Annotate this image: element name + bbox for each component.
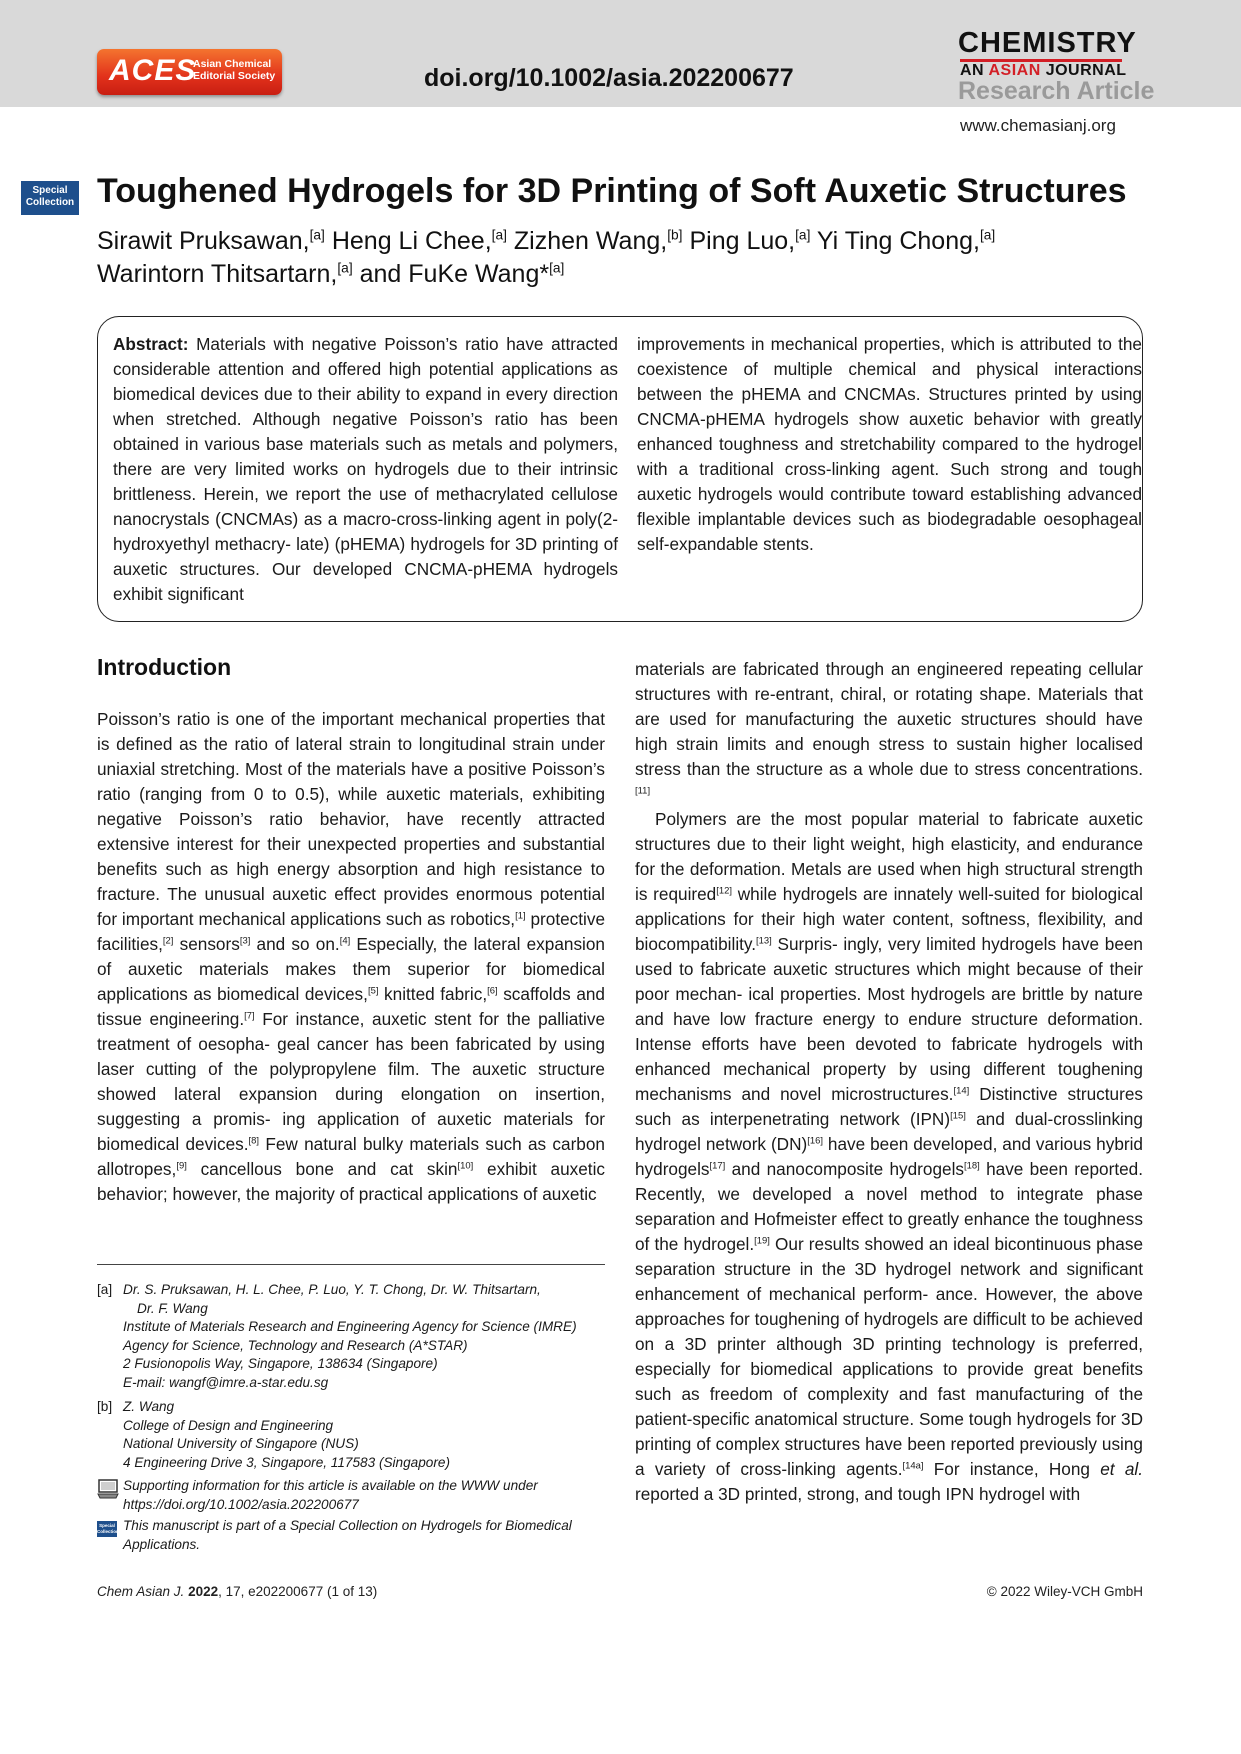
author-affiliation-marker: [b] — [667, 227, 683, 243]
special-collection-note — [97, 1517, 607, 1554]
special-collection-icon: Special Collection — [97, 1521, 117, 1537]
abstract-column-1 — [113, 332, 618, 607]
citation-marker[interactable]: [2] — [162, 935, 174, 947]
supporting-info-text[interactable]: Supporting information for this article is available on the WWW under https://doi.org/10.1002/asia.202200677 — [123, 1478, 538, 1512]
special-collection-badge[interactable]: Special Collection — [21, 181, 79, 215]
author-name: Heng Li Chee, — [331, 227, 492, 255]
article-title: Toughened Hydrogels for 3D Printing of Soft Auxetic Structures — [97, 172, 1127, 210]
author-affiliation-marker: [a] — [979, 227, 996, 243]
aces-logo-text: ACES — [109, 54, 197, 87]
intro-paragraph-2: materials are fabricated through an engineered repeating cellular structures with re-entrant, chiral, or rotating shape. Materials that are used for manufacturing the auxetic structures should have high strain limits and enough stress to sustain higher localised stress than the structure as a whole due to stress concentrations.[11] — [635, 659, 1143, 797]
author-affiliation-marker: [a] — [549, 260, 565, 276]
citation-marker[interactable]: [11] — [635, 785, 651, 797]
citation-marker[interactable]: [9] — [176, 1160, 187, 1172]
author-name: Zizhen Wang, — [513, 227, 668, 255]
footer-citation: Chem Asian J. 2022, 17, e202200677 (1 of 13) — [97, 1584, 378, 1599]
footnote-rule — [97, 1264, 605, 1265]
body-column-right — [635, 657, 1143, 1507]
affiliation-a-line: Institute of Materials Research and Engineering Agency for Science (IMRE) — [123, 1319, 577, 1334]
abstract-label: Abstract: — [113, 334, 189, 354]
affiliation-b-line: 4 Engineering Drive 3, Singapore, 117583 (Singapore) — [123, 1454, 450, 1470]
affiliation-a-line: Dr. F. Wang — [137, 1300, 208, 1316]
citation-marker[interactable]: [19] — [754, 1235, 770, 1247]
affiliation-a-line: Agency for Science, Technology and Research (A*STAR) — [123, 1337, 468, 1353]
author-name: Sirawit Pruksawan, — [97, 227, 310, 255]
journal-name: CHEMISTRY — [958, 27, 1137, 59]
author-name: Ping Luo, — [689, 227, 796, 255]
citation-marker[interactable]: [15] — [950, 1110, 966, 1122]
author-affiliation-marker: [a] — [309, 227, 325, 243]
affiliation-a-line: Dr. S. Pruksawan, H. L. Chee, P. Luo, Y. T. Chong, Dr. W. Thitsartarn, — [123, 1282, 541, 1297]
abstract-text-2: improvements in mechanical properties, which is attributed to the coexistence of multiple chemical and physical interactions between the pHEMA and CNCMAs. Structures printed by using CNCMA-pHEMA hydrogels show auxetic behavior with greatly enhanced toughness and stretchability compared to the hydrogel with a traditional cross-linking agent. Such strong and tough auxetic hydrogels would contribute toward establishing advanced flexible implantable devices such as biodegradable oesophageal self-expandable stents. — [637, 334, 1142, 554]
citation-marker[interactable]: [8] — [248, 1135, 260, 1147]
abstract-column-2 — [637, 332, 1142, 557]
citation-marker[interactable]: [5] — [367, 985, 379, 997]
author-name: Warintorn Thitsartarn, — [97, 260, 338, 288]
citation-marker[interactable]: [4] — [339, 935, 351, 947]
affiliation-a-label: [a] — [97, 1282, 113, 1297]
citation-marker[interactable]: [16] — [807, 1135, 823, 1147]
aces-logo[interactable] — [97, 49, 282, 95]
citation-marker[interactable]: [13] — [756, 935, 772, 947]
affiliation-b — [97, 1398, 607, 1472]
footer-copyright: © 2022 Wiley-VCH GmbH — [986, 1584, 1143, 1599]
intro-paragraph-1: Poisson’s ratio is one of the important mechanical properties that is defined as the ratio of lateral strain to longitudinal strain under uniaxial stretching. Most of the materials have a positive Poisson’s ratio (ranging from 0 to 0.5), while auxetic materials, exhibiting negative Poisson’s ratio behavior, have recently attracted extensive interest for their unexpected properties and substantial benefits such as high energy absorption and high resistance to fracture. The unusual auxetic effect provides enormous potential for important mechanical applications such as robotics,[1] protective facilities,[2] sensors[3] and so on.[4] Especially, the lateral expansion of auxetic materials makes them superior for biomedical applications as biomedical devices,[5] knitted fabric,[6] scaffolds and tissue engineering.[7] For instance, auxetic stent for the palliative treatment of oesopha- geal cancer has been fabricated by using laser cutting of the polypropylene film. The auxetic structure showed lateral expansion during elongation on insertion, suggesting a promis- ing application of auxetic materials for biomedical devices.[8] Few natural bulky materials such as carbon allotropes,[9] cancellous bone and cat skin[10] exhibit auxetic behavior; however, the majority of practical applications of auxetic — [97, 709, 606, 1204]
citation-marker[interactable]: [10] — [457, 1160, 474, 1172]
article-type: Research Article — [958, 77, 1155, 105]
website-link[interactable]: www.chemasianj.org — [960, 116, 1116, 135]
author-affiliation-marker: [a] — [491, 227, 507, 243]
citation-marker[interactable]: [7] — [244, 1010, 255, 1022]
citation-marker[interactable]: [14] — [953, 1085, 970, 1097]
aces-society-name: Asian Chemical Editorial Society — [193, 58, 276, 82]
affiliation-b-line: Z. Wang — [123, 1399, 175, 1414]
computer-icon — [97, 1479, 119, 1505]
citation-marker[interactable]: [1] — [515, 910, 526, 922]
affiliation-b-label: [b] — [97, 1399, 113, 1414]
affiliation-a-line: 2 Fusionopolis Way, Singapore, 138634 (Singapore) — [123, 1356, 438, 1371]
doi-link[interactable]: doi.org/10.1002/asia.202200677 — [424, 64, 794, 92]
citation-marker[interactable]: [12] — [716, 885, 733, 897]
affiliation-b-line: College of Design and Engineering — [123, 1417, 334, 1433]
author-name: Yi Ting Chong, — [816, 227, 980, 255]
citation-marker[interactable]: [6] — [487, 985, 498, 997]
body-column-left — [97, 707, 605, 1207]
author-name: and FuKe Wang* — [359, 260, 550, 288]
author-affiliation-marker: [a] — [795, 227, 811, 243]
intro-paragraph-3: Polymers are the most popular material to fabricate auxetic structures due to their light weight, high elasticity, and endurance for the deformation. Metals are used when high structural strength is required[12] while hydrogels are innately well-suited for biological applications for their high water content, softness, flexibility, and biocompatibility.[13] Surpris- ingly, very limited hydrogels have been used to fabricate auxetic structures which might because of their poor mechan- ical properties. Most hydrogels are brittle by nature and have low fracture energy to endure structure deformation. Intense efforts have been devoted to fabricate hydrogels with enhanced mechanical property by using different toughening mechanisms and novel microstructures.[14] Distinctive structures such as interpenetrating network (IPN)[15] and dual-crosslinking hydrogel network (DN)[16] have been developed, and various hybrid hydrogels[17] and nanocomposite hydrogels[18] have been reported. Recently, we developed a novel method to integrate phase separation and Hofmeister effect to greatly enhance the toughness of the hydrogel.[19] Our results showed an ideal bicontinuous phase separation structure in the 3D hydrogel network and significant enhancement of mechanical perform- ance. However, the above approaches for toughening of hydrogels are difficult to be achieved on a 3D printer although 3D printing technology is preferred, especially for biomedical applications to provide great benefits such as freedom of complexity and fast manufacturing of the patient-specific anatomical structure. Some tough hydrogels for 3D printing of complex structures have been reported previously using a variety of cross-linking agents.[14a] For instance, Hong et al. reported a 3D printed, strong, and tough IPN hydrogel with — [635, 809, 1144, 1504]
section-heading-introduction: Introduction — [97, 654, 232, 680]
author-affiliation-marker: [a] — [337, 260, 353, 276]
affiliation-a-email[interactable]: E-mail: wangf@imre.a-star.edu.sg — [123, 1374, 329, 1390]
journal-subname: AN ASIAN JOURNAL — [960, 62, 1127, 79]
special-collection-text: This manuscript is part of a Special Collection on Hydrogels for Biomedical Applications. — [123, 1518, 572, 1552]
citation-marker[interactable]: [17] — [709, 1160, 726, 1172]
citation-marker[interactable]: [3] — [239, 935, 251, 947]
emphasis: et al. — [1100, 1459, 1144, 1479]
supporting-info-note — [97, 1477, 607, 1514]
abstract-text-1: Materials with negative Poisson’s ratio have attracted considerable attention and offered high potential applications as biomedical devices due to their ability to expand in every direction when stretched. Although negative Poisson’s ratio has been obtained in various base materials such as metals and polymers, there are very limited works on hydrogels due to their intrinsic brittleness. Herein, we report the use of methacrylated cellulose nanocrystals (CNCMAs) as a macro-cross-linking agent in poly(2-hydroxyethyl methacry- late) (pHEMA) hydrogels for 3D printing of auxetic structures. Our developed CNCMA-pHEMA hydrogels exhibit significant — [113, 334, 618, 604]
affiliation-a — [97, 1281, 607, 1392]
affiliation-b-line: National University of Singapore (NUS) — [123, 1436, 359, 1451]
author-list — [97, 225, 1097, 291]
citation-marker[interactable]: [14a] — [902, 1460, 924, 1472]
citation-marker[interactable]: [18] — [964, 1160, 980, 1172]
